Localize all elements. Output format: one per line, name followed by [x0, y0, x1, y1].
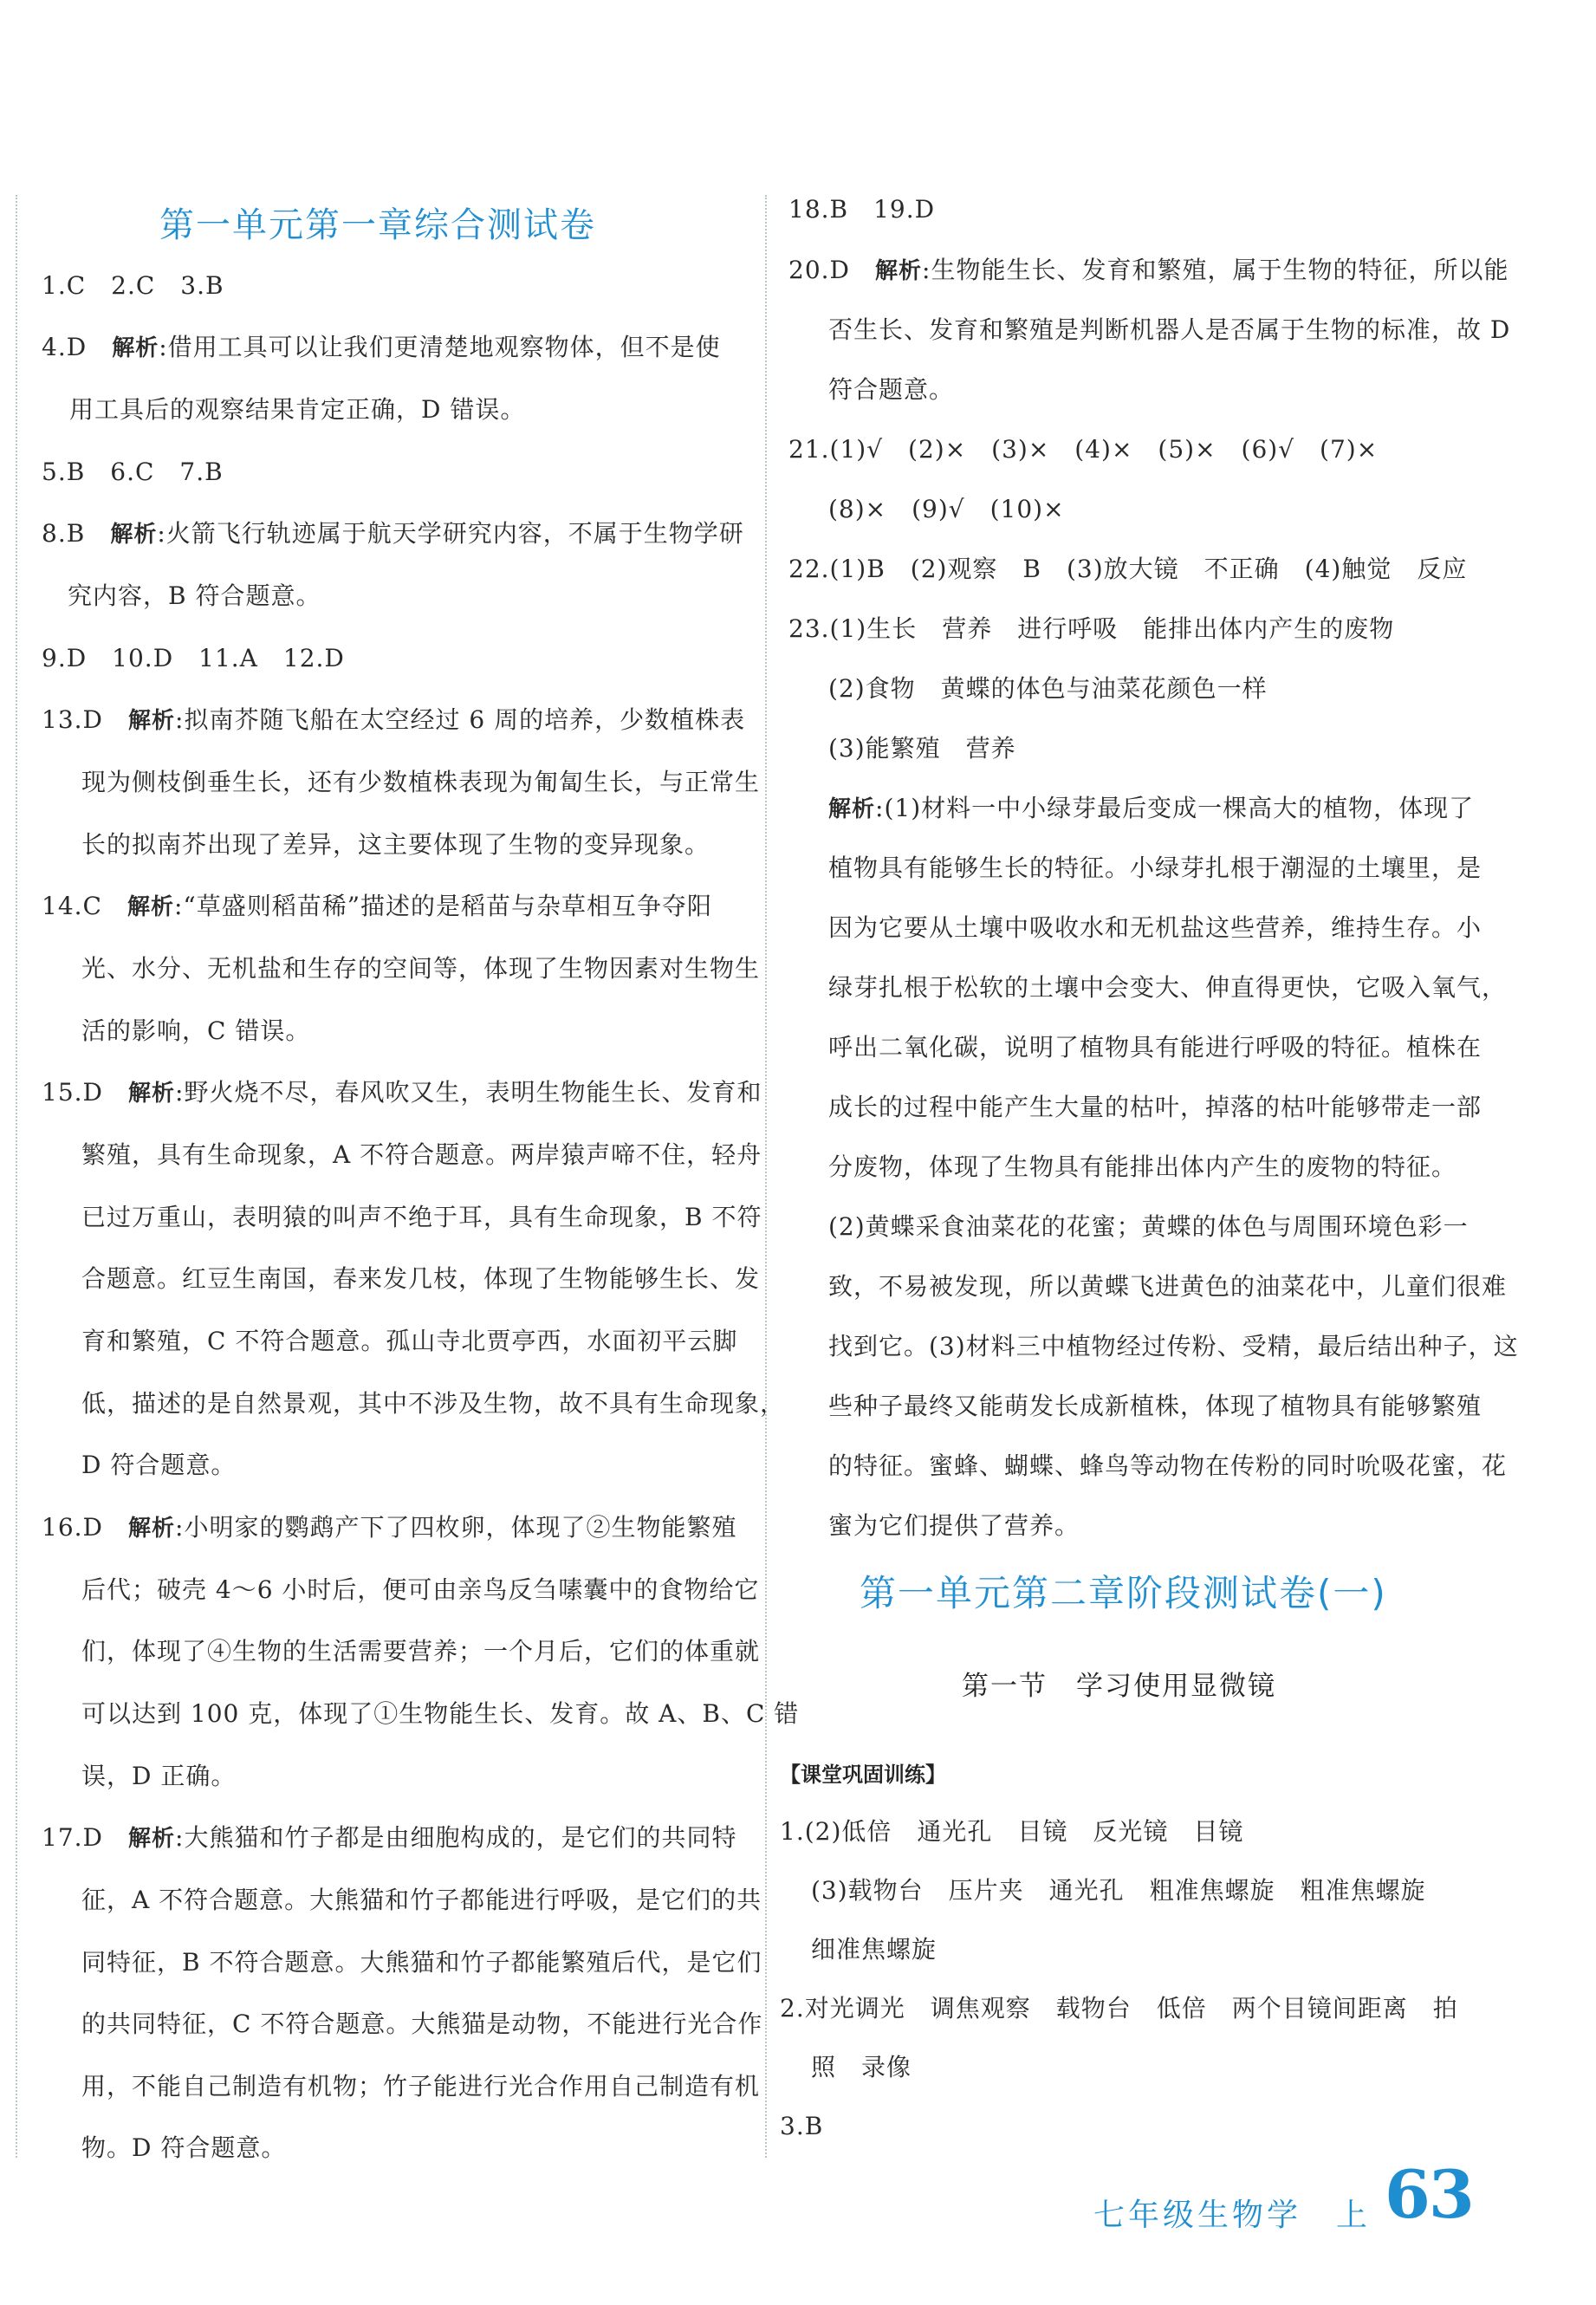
answer-line: 低，描述的是自然景观，其中不涉及生物，故不具有生命现象，	[81, 1389, 786, 1418]
answer-line: 合题意。红豆生南国，春来发几枝，体现了生物能够生长、发	[81, 1264, 761, 1293]
exercise-tag: 【课堂巩固训练】	[780, 1763, 946, 1787]
answer-line: 2.对光调光 调焦观察 载物台 低倍 两个目镜间距离 拍	[780, 1994, 1458, 2023]
answer-line: 征，A 不符合题意。大熊猫和竹子都能进行呼吸，是它们的共	[81, 1886, 762, 1914]
answer-line: 符合题意。	[828, 375, 955, 404]
answer-line: 已过万重山，表明猿的叫声不绝于耳，具有生命现象，B 不符	[81, 1203, 762, 1231]
answer-line: 误，D 正确。	[81, 1762, 237, 1790]
answer-line: 们，体现了④生物的生活需要营养；一个月后，它们的体重就	[81, 1637, 761, 1665]
answer-line: 繁殖，具有生命现象，A 不符合题意。两岸猿声啼不住，轻舟	[81, 1140, 762, 1169]
answer-line: (3)能繁殖 营养	[828, 734, 1016, 763]
answer-line: D 符合题意。	[81, 1451, 237, 1479]
answer-line: 21.(1)√ (2)× (3)× (4)× (5)× (6)√ (7)×	[788, 435, 1379, 464]
answer-line: 致，不易被发现，所以黄蝶飞进黄色的油菜花中，儿童们很难	[828, 1272, 1508, 1301]
left-column	[38, 0, 800, 2305]
answer-line: 分废物，体现了生物具有能排出体内产生的废物的特征。	[828, 1152, 1457, 1181]
answer-line: (8)× (9)√ (10)×	[828, 495, 1065, 523]
right-column-rule	[765, 195, 767, 2158]
answer-line: 20.D 解析:生物能生长、发育和繁殖，属于生物的特征，所以能	[788, 256, 1509, 284]
answer-line: 15.D 解析:野火烧不尽，春风吹又生，表明生物能生长、发育和	[42, 1078, 762, 1107]
section-heading-2: 第一单元第二章阶段测试卷(一)	[860, 1572, 1387, 1614]
answer-line: 的共同特征，C 不符合题意。大熊猫是动物，不能进行光合作	[81, 2010, 763, 2038]
answer-line: 22.(1)B (2)观察 B (3)放大镜 不正确 (4)触觉 反应	[788, 555, 1468, 583]
answer-line: 5.B 6.C 7.B	[42, 458, 224, 486]
answer-line: 成长的过程中能产生大量的枯叶，掉落的枯叶能够带走一部	[828, 1093, 1482, 1121]
footer-book-title: 七年级生物学 上	[1093, 2198, 1372, 2233]
answer-line: 23.(1)生长 营养 进行呼吸 能排出体内产生的废物	[788, 614, 1395, 643]
answer-line: 17.D 解析:大熊猫和竹子都是由细胞构成的，是它们的共同特	[42, 1823, 737, 1852]
answer-line: 找到它。(3)材料三中植物经过传粉、受精，最后结出种子，这	[828, 1332, 1519, 1360]
answer-line: 些种子最终又能萌发长成新植株，体现了植物具有能够繁殖	[828, 1392, 1482, 1420]
answer-line: 用，不能自己制造有机物；竹子能进行光合作用自己制造有机	[81, 2072, 761, 2100]
page-number: 63	[1385, 2156, 1473, 2233]
answer-line: 8.B 解析:火箭飞行轨迹属于航天学研究内容，不属于生物学研	[42, 519, 744, 548]
right-column	[780, 0, 1519, 2305]
answer-line: 植物具有能够生长的特征。小绿芽扎根于潮湿的土壤里，是	[828, 854, 1482, 882]
answer-line: 1.C 2.C 3.B	[42, 271, 224, 300]
answer-line: (2)黄蝶采食油菜花的花蜜；黄蝶的体色与周围环境色彩一	[828, 1212, 1469, 1241]
answer-line: 14.C 解析:“草盛则稻苗稀”描述的是稻苗与杂草相互争夺阳	[42, 892, 713, 920]
answer-line: 用工具后的观察结果肯定正确，D 错误。	[69, 395, 526, 424]
answer-line: 光、水分、无机盐和生存的空间等，体现了生物因素对生物生	[81, 954, 761, 983]
answer-line: 4.D 解析:借用工具可以让我们更清楚地观察物体，但不是使	[42, 333, 721, 361]
answer-line: 解析:(1)材料一中小绿芽最后变成一棵高大的植物，体现了	[828, 794, 1475, 822]
answer-line: 9.D 10.D 11.A 12.D	[42, 644, 345, 672]
subsection-title: 第一节 学习使用显微镜	[962, 1671, 1276, 1702]
answer-line: 1.(2)低倍 通光孔 目镜 反光镜 目镜	[780, 1817, 1244, 1846]
answer-line: 活的影响，C 错误。	[81, 1016, 311, 1045]
answer-line: 同特征，B 不符合题意。大熊猫和竹子都能繁殖后代，是它们	[81, 1948, 762, 1977]
answer-line: 18.B 19.D	[788, 195, 936, 224]
answer-line: 可以达到 100 克，体现了①生物能生长、发育。故 A、B、C 错	[81, 1699, 800, 1728]
answer-line: 照 录像	[811, 2053, 912, 2081]
answer-line: 蜜为它们提供了营养。	[828, 1511, 1080, 1540]
answer-line: (2)食物 黄蝶的体色与油菜花颜色一样	[828, 674, 1268, 703]
answer-line: 细准焦螺旋	[811, 1935, 937, 1964]
answer-line: 的特征。蜜蜂、蝴蝶、蜂鸟等动物在传粉的同时吮吸花蜜，花	[828, 1451, 1508, 1480]
answer-line: 育和繁殖，C 不符合题意。孤山寺北贾亭西，水面初平云脚	[81, 1327, 738, 1355]
answer-line: 因为它要从土壤中吸收水和无机盐这些营养，维持生存。小	[828, 913, 1482, 942]
answer-line: 否生长、发育和繁殖是判断机器人是否属于生物的标准，故 D	[828, 315, 1511, 344]
answer-line: 呼出二氧化碳，说明了植物具有能进行呼吸的特征。植株在	[828, 1033, 1482, 1062]
answer-line: (3)载物台 压片夹 通光孔 粗准焦螺旋 粗准焦螺旋	[811, 1876, 1426, 1905]
answer-line: 究内容，B 符合题意。	[68, 581, 321, 610]
section-heading-1: 第一单元第一章综合测试卷	[159, 205, 596, 245]
answer-line: 现为侧枝倒垂生长，还有少数植株表现为匍匐生长，与正常生	[81, 768, 761, 796]
answer-line: 3.B	[780, 2112, 824, 2140]
answer-line: 绿芽扎根于松软的土壤中会变大、伸直得更快，它吸入氧气，	[828, 973, 1508, 1002]
left-column-rule	[16, 195, 17, 2158]
answer-line: 16.D 解析:小明家的鹦鹉产下了四枚卵，体现了②生物能繁殖	[42, 1513, 737, 1542]
answer-line: 物。D 符合题意。	[81, 2133, 287, 2162]
answer-line: 13.D 解析:拟南芥随飞船在太空经过 6 周的培养，少数植株表	[42, 705, 746, 734]
answer-line: 长的拟南芥出现了差异，这主要体现了生物的变异现象。	[81, 830, 710, 859]
answer-line: 后代；破壳 4～6 小时后，便可由亲鸟反刍嗉囊中的食物给它	[81, 1575, 760, 1604]
